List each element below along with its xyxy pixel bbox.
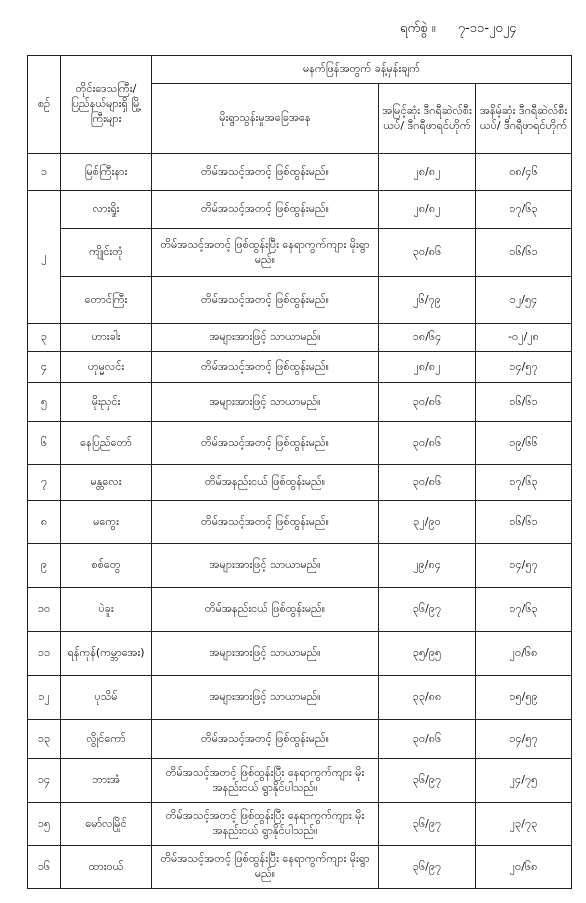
max-temp-cell: ၃၆/၉၇ [379, 846, 476, 889]
max-temp-cell: ၃၀/၈၆ [379, 465, 476, 501]
min-temp-cell: ၁၇/၆၃ [476, 191, 572, 229]
min-temp-cell: ၂၀/၆၈ [476, 632, 572, 676]
weather-cell: တိမ်အသင့်အတင့် ဖြစ်ထွန်းမည်။ [152, 352, 379, 383]
city-cell: ရန်ကုန်(ကမ္ဘာအေး) [61, 632, 152, 676]
weather-cell: အများအားဖြင့် သာယာမည်။ [152, 676, 379, 720]
max-temp-cell: ၃၀/၈၆ [379, 422, 476, 465]
table-row [28, 352, 572, 383]
row-number: ၁၃ [28, 720, 61, 759]
city-cell: ဘားအံ [61, 759, 152, 803]
min-temp-cell: ၁၆/၆၁ [476, 229, 572, 277]
max-temp-cell: ၃၀/၈၆ [379, 229, 476, 277]
min-temp-cell: ၁၉/၆၆ [476, 422, 572, 465]
city-cell: လွိုင်ကော် [61, 720, 152, 759]
table-row [28, 324, 572, 352]
row-number: ၅ [28, 383, 61, 422]
min-temp-cell: ၂၄/၇၅ [476, 759, 572, 803]
row-number: ၄ [28, 352, 61, 383]
weather-cell: တိမ်အနည်းငယ် ဖြစ်ထွန်းမည်။ [152, 588, 379, 632]
weather-cell: တိမ်အသင့်အတင့် ဖြစ်ထွန်းမည်။ [152, 501, 379, 544]
table-row [28, 191, 572, 229]
min-temp-cell: ၁၆/၆၁ [476, 501, 572, 544]
weather-cell: တိမ်အသင့်အတင့် ဖြစ်ထွန်းပြီး နေရာကွက်ကျား မိုးရွာမည်။ [152, 229, 379, 277]
weather-cell: တိမ်အနည်းငယ် ဖြစ်ထွန်းမည်။ [152, 465, 379, 501]
header-weather: မိုးရွာသွန်းမှုအခြေအနေ [152, 84, 379, 154]
table-row [28, 154, 572, 191]
table-row [28, 544, 572, 588]
header-max-temp: အမြင့်ဆုံး ဒီဂရီဆဲလ်စီးယပ်/ ဒီဂရီဖာရင်ဟိုက် [379, 84, 476, 154]
header-forecast-group: မနက်ဖြန်အတွက် ခန့်မှန်းချက် [152, 56, 572, 84]
header-no: စဉ် [28, 56, 61, 154]
row-number: ၃ [28, 324, 61, 352]
max-temp-cell: ၃၀/၈၆ [379, 383, 476, 422]
city-cell: လားရှိုး [61, 191, 152, 229]
max-temp-cell: ၂၈/၈၂ [379, 352, 476, 383]
min-temp-cell: ၁၄/၅၇ [476, 544, 572, 588]
table-row [28, 422, 572, 465]
weather-cell: တိမ်အသင့်အတင့် ဖြစ်ထွန်းမည်။ [152, 191, 379, 229]
weather-cell: တိမ်အသင့်အတင့် ဖြစ်ထွန်းပြီး နေရာကွက်ကျား မိုးရွာမည်။ [152, 846, 379, 889]
max-temp-cell: ၂၈/၈၂ [379, 154, 476, 191]
table-row [28, 632, 572, 676]
weather-cell: တိမ်အသင့်အတင့် ဖြစ်ထွန်းမည်။ [152, 422, 379, 465]
table-row [28, 229, 572, 277]
max-temp-cell: ၂၈/၈၂ [379, 191, 476, 229]
table-row [28, 759, 572, 803]
weather-cell: အများအားဖြင့် သာယာမည်။ [152, 383, 379, 422]
weather-cell: တိမ်အသင့်အတင့် ဖြစ်ထွန်းပြီး နေရာကွက်ကျား မိုးအနည်းငယ် ရွာနိုင်ပါသည်။ [152, 803, 379, 846]
min-temp-cell: ၀၈/၄၆ [476, 154, 572, 191]
city-cell: ကျိုင်းတုံ [61, 229, 152, 277]
city-cell: နေပြည်တော် [61, 422, 152, 465]
max-temp-cell: ၁၈/၆၄ [379, 324, 476, 352]
min-temp-cell: ၁၇/၆၃ [476, 465, 572, 501]
city-cell: မြစ်ကြီးနား [61, 154, 152, 191]
header-region: တိုင်းဒေသကြီး/ ပြည်နယ်များရှိ မြို့ကြီးများ [61, 56, 152, 154]
table-row [28, 846, 572, 889]
min-temp-cell: ၁၅/၅၉ [476, 676, 572, 720]
table-row [28, 383, 572, 422]
min-temp-cell: ၁၄/၅၇ [476, 720, 572, 759]
weather-cell: တိမ်အသင့်အတင့် ဖြစ်ထွန်းမည်။ [152, 154, 379, 191]
row-number: ၇ [28, 465, 61, 501]
weather-cell: တိမ်အသင့်အတင့် ဖြစ်ထွန်းပြီး နေရာကွက်ကျား မိုးအနည်းငယ် ရွာနိုင်ပါသည်။ [152, 759, 379, 803]
city-cell: တောင်ကြီး [61, 277, 152, 324]
weather-cell: အများအားဖြင့် သာယာမည်။ [152, 632, 379, 676]
max-temp-cell: ၃၆/၉၇ [379, 803, 476, 846]
table-row [28, 588, 572, 632]
header-min-temp: အနိမ့်ဆုံး ဒီဂရီဆဲလ်စီးယပ်/ ဒီဂရီဖာရင်ဟိုက် [476, 84, 572, 154]
table-row [28, 676, 572, 720]
min-temp-cell: ၁၂/၅၄ [476, 277, 572, 324]
row-number: ၁၂ [28, 676, 61, 720]
min-temp-cell: ၁၇/၆၃ [476, 588, 572, 632]
min-temp-cell: -၀၂/၂၈ [476, 324, 572, 352]
city-cell: ပုသိမ် [61, 676, 152, 720]
city-cell: မော်လမြိုင် [61, 803, 152, 846]
row-number: ၁၅ [28, 803, 61, 846]
city-cell: မန္တလေး [61, 465, 152, 501]
min-temp-cell: ၁၄/၅၇ [476, 352, 572, 383]
city-cell: ဟားခါး [61, 324, 152, 352]
table-row [28, 803, 572, 846]
min-temp-cell: ၂၃/၇၃ [476, 803, 572, 846]
max-temp-cell: ၃၀/၈၆ [379, 720, 476, 759]
max-temp-cell: ၃၃/၈၈ [379, 676, 476, 720]
max-temp-cell: ၂၉/၈၄ [379, 544, 476, 588]
min-temp-cell: ၁၆/၆၁ [476, 383, 572, 422]
city-cell: ဟုမ္မလင်း [61, 352, 152, 383]
row-number: ၁၆ [28, 846, 61, 889]
city-cell: ထားဝယ် [61, 846, 152, 889]
row-number: ၈ [28, 501, 61, 544]
table-row [28, 465, 572, 501]
table-row [28, 720, 572, 759]
forecast-table [27, 55, 572, 889]
city-cell: မကွေး [61, 501, 152, 544]
row-number: ၁၁ [28, 632, 61, 676]
max-temp-cell: ၃၂/၉၀ [379, 501, 476, 544]
weather-cell: တိမ်အသင့်အတင့် ဖြစ်ထွန်းမည်။ [152, 277, 379, 324]
min-temp-cell: ၂၀/၆၈ [476, 846, 572, 889]
max-temp-cell: ၃၆/၉၇ [379, 588, 476, 632]
table-body [28, 154, 572, 889]
row-number: ၁၄ [28, 759, 61, 803]
table-row [28, 277, 572, 324]
max-temp-cell: ၃၆/၉၇ [379, 759, 476, 803]
row-number: ၁ [28, 154, 61, 191]
max-temp-cell: ၃၅/၉၅ [379, 632, 476, 676]
weather-cell: တိမ်အသင့်အတင့် ဖြစ်ထွန်းမည်။ [152, 720, 379, 759]
row-number: ၁၀ [28, 588, 61, 632]
row-number: ၆ [28, 422, 61, 465]
city-cell: မိုးညှင်း [61, 383, 152, 422]
max-temp-cell: ၂၆/၇၉ [379, 277, 476, 324]
date-value: ၇-၁၁-၂၀၂၄ [457, 21, 517, 36]
date-label: ရက်စွဲ ။ [400, 21, 436, 36]
city-cell: စစ်တွေ [61, 544, 152, 588]
city-cell: ပဲခူး [61, 588, 152, 632]
weather-cell: အများအားဖြင့် သာယာမည်။ [152, 324, 379, 352]
row-number: ၉ [28, 544, 61, 588]
weather-cell: အများအားဖြင့် သာယာမည်။ [152, 544, 379, 588]
table-row [28, 501, 572, 544]
date-line [400, 20, 534, 39]
row-number: ၂ [28, 191, 61, 324]
